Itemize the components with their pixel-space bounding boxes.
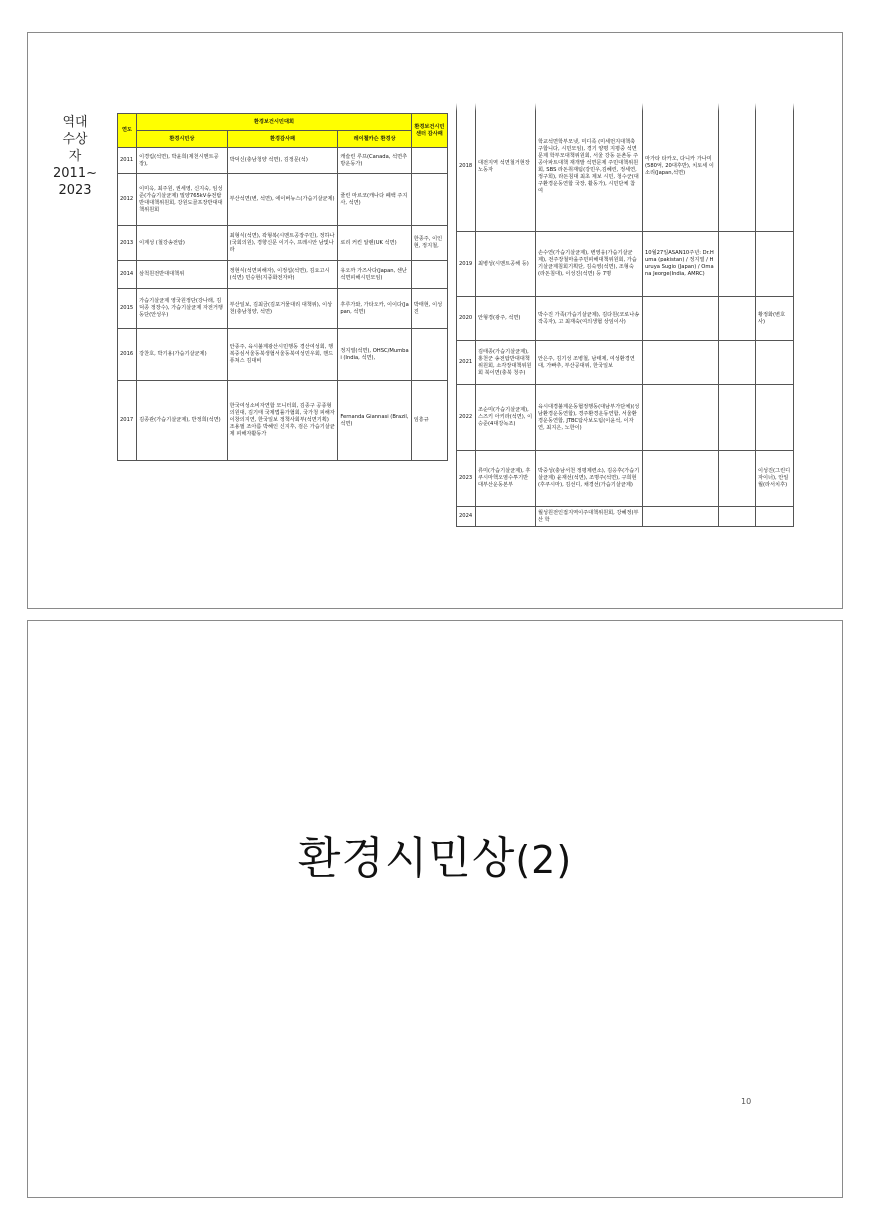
thanks-award-cell: 최형식(석면), 곽형복(시멘트공장주민), 정하나(국회의원), 경향신문 이기수, 프레시안 남빛나라 [227,226,338,261]
thanks-award-cell: 안은주, 김기성 조병철, 남태제, 여성환경연대, 가빠추, 부산공대위, 한국일보 [536,341,643,385]
center-thanks-cell [719,451,756,507]
thanks-award-cell: 부산석면(변, 석면), 에이버뉴스(가습기살균제) [227,174,338,226]
rachel-carson-award-cell: 10월27일ASAN10주년: Dr.Huma (pakistan) / 정지열 / Huruya Sugio (Japan) / Omana Jeorge(India, AMRC) [643,232,719,297]
year-cell: 2015 [118,289,137,329]
citizen-award-cell: 조순미(가습기살균제), 스즈키 아키라(석면), 이승준(4대강녹조) [476,385,536,451]
header-rachel-award: 레이첼카슨 환경상 [338,131,411,148]
citizen-award-cell: 이미옥, 최주원, 권세영, 신지숙, 임성준(가습기살균제) 밀양765kV송전탑반대대책위원회, 강원도골프장반대대책위원회 [137,174,228,226]
year-cell: 2013 [118,226,137,261]
table-row [457,103,794,232]
rachel-carson-award-cell: 유오까 가즈사다(Japan, 센난석면피해시민모임) [338,261,411,289]
table-row [118,381,448,461]
year-cell: 2023 [457,451,476,507]
table-row [118,261,448,289]
slide-title [0,822,870,886]
rachel-carson-award-cell: 줄린 마르코(캐나다 폐백 주지사, 석면) [338,174,411,226]
year-cell: 2018 [457,103,476,232]
rachel-carson-award-cell [643,297,719,341]
extra-cell [756,341,794,385]
slide-title-main: 환경시민상 [297,833,516,884]
extra-cell [756,103,794,232]
year-cell: 2022 [457,385,476,451]
year-cell: 2012 [118,174,137,226]
center-thanks-cell [411,261,447,289]
thanks-award-cell: 학교석면학부모넷, 미디족 (미세먼지대책축구합니다, 시민모임), 경기 양평 지평중 석면문제 학부모대책위원회, 서울 강동 둔촌동 주공아파트대책 재개발 석면문제 주민대책위원회, SBS 라돈취재팀(강민우,김혜린, 정세연, 정구희), 라돈침대 최초 제보 시민, 청수군(대구환경운동연합 국장, 활동가), 시민단체 참여 [536,103,643,232]
table-row [118,148,448,174]
center-thanks-cell [719,341,756,385]
right-table-frame [454,103,796,532]
citizen-award-cell: 삼척원전반대대책위 [137,261,228,289]
side-title-line: 역대 [62,115,88,130]
thanks-award-cell: 박중성(충남서천 정평제련소), 김응후(가습기살균제) 윤재선(석면), 조명주(석면), 구희현(후쿠시마), 김선디, 채경선(가습기살균제) [536,451,643,507]
thanks-award-cell: 안종주, 육시불계광산시민행동 경산여성회, 행복중심서울동북생협서울동북여성민우회, 핸드퓨쳐스 김대비 [227,329,338,381]
citizen-award-cell [476,507,536,527]
slide-title-suffix: (2) [515,838,573,882]
table-row [457,385,794,451]
extra-cell: 황정화(변호사) [756,297,794,341]
rachel-carson-award-cell [643,507,719,527]
rachel-carson-award-cell: 후루가와, 가타오카, 이이다(Japan, 석면) [338,289,411,329]
citizen-award-cell: 이계성 (철강송전탑) [137,226,228,261]
rachel-carson-award-cell: 로리 커킨 알렌(UK 석면) [338,226,411,261]
year-cell: 2017 [118,381,137,461]
table-row [457,297,794,341]
year-cell: 2016 [118,329,137,381]
table-top-fade [455,103,795,111]
year-cell: 2019 [457,232,476,297]
year-cell: 2021 [457,341,476,385]
year-cell: 2020 [457,297,476,341]
thanks-award-cell: 손수연(가습기살균제), 변영웅(가습기살균제), 전주장철마을주민피해대책위원회, 가습기살균제침회기획단, 김숙영(석면), 조형숙(라돈침대), 이성진(석면) 등 7명 [536,232,643,297]
citizen-award-cell: 류미(가습기살균제), 후쿠시마핵오염수투기반대부산운동본부 [476,451,536,507]
center-thanks-cell [719,385,756,451]
year-cell: 2014 [118,261,137,289]
table-row [118,174,448,226]
citizen-award-cell: 강찬호, 박기용(가습기살균제) [137,329,228,381]
header-year: 연도 [118,114,137,148]
center-thanks-cell: 박태현, 이성진 [411,289,447,329]
awardees-side-title [40,114,110,199]
table-row [457,451,794,507]
side-title-line: 자 [68,149,82,164]
rachel-carson-award-cell [643,451,719,507]
citizen-award-cell: 최병성(시멘트공해 등) [476,232,536,297]
rachel-carson-award-cell: 정지열(석면), OHSC/Mumbai (India, 석면), [338,329,411,381]
year-cell: 2024 [457,507,476,527]
slide-2 [27,620,843,1198]
header-thanks-award: 환경감사패 [227,131,338,148]
center-thanks-cell [719,232,756,297]
rachel-carson-award-cell: 캐슬린 루프(Canada, 석면추방운동가) [338,148,411,174]
center-thanks-cell: 한종주, 이인현, 정지철, [411,226,447,261]
side-title-line: 수상 [62,132,88,147]
side-title-line: 2011~ [53,166,97,181]
side-title-line: 2023 [58,183,92,198]
thanks-award-cell: 한국여성소비자연합 모니터회, 김종구 공종형의원대, 김기태 국제법률가협회, 국가청 피해자 이창의지연, 한국일보 정책사회부(석면기획) 조용필 조아름 박혜인 신지후, 검은 가습기살균제 피해자활동가 [227,381,338,461]
citizen-award-cell: 이경림(석면), 박윤희(제천시멘트공장), [137,148,228,174]
rachel-carson-award-cell: 마가타 타카오, 다니카 가나미(580억, 20대후반), 치토세 이소리(Japan,석면) [643,103,719,232]
awards-table-right [456,103,794,527]
table-row [457,232,794,297]
thanks-award-cell: 박수진 가족(가습기살균제), 김다원(코로나송 작곡자), 고 최재숙(여의생협 상임이사) [536,297,643,341]
header-citizen-award: 환경시민상 [137,131,228,148]
rachel-carson-award-cell [643,341,719,385]
table-row [457,507,794,527]
extra-cell: 이성진(그린디자이너), 안일월(라서치후) [756,451,794,507]
citizen-award-cell: 안형경(광주, 석면) [476,297,536,341]
rachel-carson-award-cell: Fernanda Giannasi (Brazil, 석면) [338,381,411,461]
table-row [118,289,448,329]
citizen-award-cell: 김종관(가습기살균제), 반정희(석면) [137,381,228,461]
center-thanks-cell [411,329,447,381]
left-table-frame [115,111,449,532]
center-thanks-cell [719,103,756,232]
rachel-carson-award-cell [643,385,719,451]
citizen-award-cell: 가습기살균제 영국원정단(강나래, 김덕종 정장수), 가습기살균제 자전거행동단(안성우) [137,289,228,329]
center-thanks-cell [719,297,756,341]
header-center: 환경보건시민센터 감사패 [411,114,447,148]
thanks-award-cell: 정현식(석면피해자), 이정섭(석면), 김요고시(석면) 민승현(지중화전자파) [227,261,338,289]
extra-cell [756,507,794,527]
thanks-award-cell: 월성원전인접지역이주대책위원회, 강혜정(부산 학 [536,507,643,527]
thanks-award-cell: 육시대경불계운동협정행동(대남부가단체)(성남환경운동연합), 경주환경운동연합, 서울환경운동연합, JTBC탐사보도팀(이윤석, 이자연, 최지은, 노한이) [536,385,643,451]
table-row [457,341,794,385]
thanks-award-cell: 부산일보, 김최금(김포거물대리 대책위), 이상천(충남청양, 석면) [227,289,338,329]
citizen-award-cell: 대전지역 석면철거현장 노동자 [476,103,536,232]
center-thanks-cell [411,174,447,226]
header-group: 환경보건시민대회 [137,114,412,131]
year-cell: 2011 [118,148,137,174]
center-thanks-cell: 임흥규 [411,381,447,461]
citizen-award-cell: 김태종(가습기살균제), 홍천군 송전탑반대대책위원회, 소각장대책위원회 북이면(충북 청주) [476,341,536,385]
extra-cell [756,385,794,451]
table-row [118,226,448,261]
center-thanks-cell [411,148,447,174]
page-number: 10 [741,1097,752,1106]
center-thanks-cell [719,507,756,527]
table-row [118,329,448,381]
thanks-award-cell: 박덕신(충남청양 석면), 김정문(석) [227,148,338,174]
extra-cell [756,232,794,297]
awards-table-left [117,113,448,461]
